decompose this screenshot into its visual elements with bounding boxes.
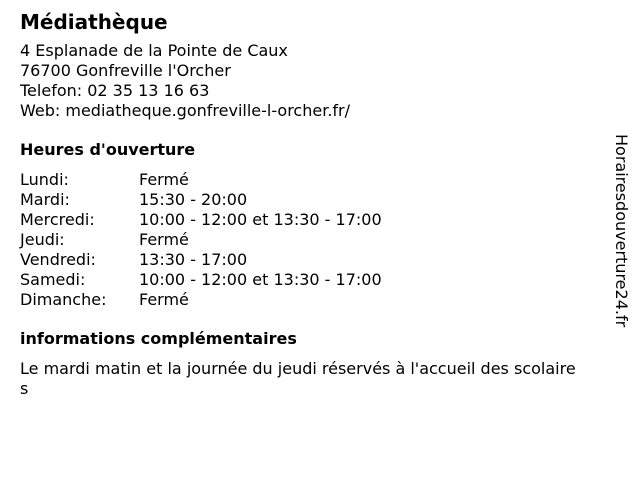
phone-number: Telefon: 02 35 13 16 63	[20, 81, 210, 100]
opening-hours-heading: Heures d'ouverture	[20, 140, 196, 159]
hours-row-samedi	[20, 270, 600, 290]
hours-day: Samedi:	[20, 270, 86, 289]
hours-row-vendredi	[20, 250, 600, 270]
watermark-text: Horairesdouverture24.fr	[612, 134, 631, 328]
address-street: 4 Esplanade de la Pointe de Caux	[20, 41, 288, 60]
hours-value: Fermé	[139, 230, 189, 249]
hours-row-dimanche	[20, 290, 600, 310]
hours-day: Mardi:	[20, 190, 70, 209]
address-block	[20, 41, 600, 121]
hours-day: Lundi:	[20, 170, 69, 189]
hours-value: Fermé	[139, 170, 189, 189]
hours-row-lundi	[20, 170, 600, 190]
hours-value: Fermé	[139, 290, 189, 309]
opening-hours-table	[20, 170, 600, 310]
content	[20, 10, 600, 399]
hours-value: 13:30 - 17:00	[139, 250, 248, 269]
page-title: Médiathèque	[20, 10, 168, 34]
address-city: 76700 Gonfreville l'Orcher	[20, 61, 231, 80]
hours-day: Mercredi:	[20, 210, 95, 229]
hours-value: 10:00 - 12:00 et 13:30 - 17:00	[139, 270, 382, 289]
additional-info-text: Le mardi matin et la journée du jeudi réservés à l'accueil des scolaires	[20, 359, 576, 398]
hours-value: 15:30 - 20:00	[139, 190, 248, 209]
hours-row-jeudi	[20, 230, 600, 250]
website-link[interactable]: Web: mediatheque.gonfreville-l-orcher.fr/	[20, 101, 350, 120]
hours-day: Vendredi:	[20, 250, 96, 269]
additional-info-heading: informations complémentaires	[20, 329, 297, 348]
hours-row-mardi	[20, 190, 600, 210]
hours-day: Dimanche:	[20, 290, 107, 309]
hours-day: Jeudi:	[20, 230, 65, 249]
hours-value: 10:00 - 12:00 et 13:30 - 17:00	[139, 210, 382, 229]
hours-row-mercredi	[20, 210, 600, 230]
